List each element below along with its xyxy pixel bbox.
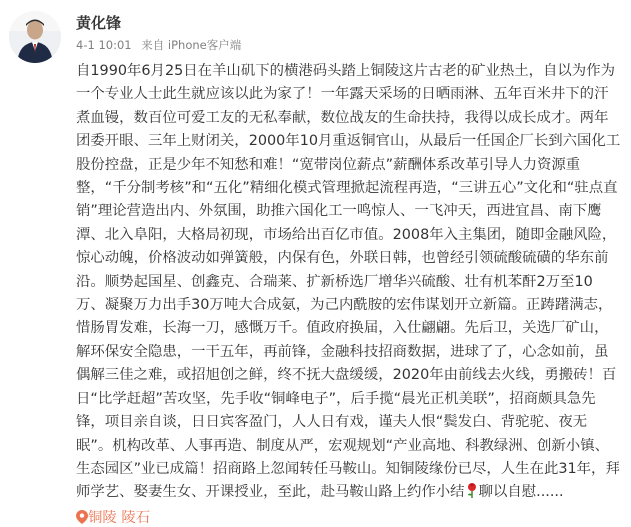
post-body [76, 60, 621, 527]
author-name[interactable]: 黄化锋 [76, 14, 122, 32]
post-meta [76, 37, 247, 53]
location-link[interactable] [76, 510, 150, 526]
post-text: 自1990年6月25日在羊山矶下的横港码头踏上铜陵这片古老的矿业热土，自以为作为一个专业人士此生就应该以此为家了！一年露天采场的日晒雨淋、五年百米井下的汗煮血镘，数百位可爱工友的无私奉献，数位战友的生命扶持，我得以成长成才。两年团委开眼、三年上财闭关，2000年10月重返铜官山，从最后一任国企厂长到六国化工股份控盘，正是少年不知愁和难！“宽带岗位薪点”薪酬体系改革引导人力资源重整，“千分制考核”和“五化”精细化模式管理掀起流程再造，“三讲五心”文化和“驻点直销”理论营造出内、外氛围，助推六国化工一鸣惊人、一飞冲天，西进宜昌、南下鹰潭、北入阜阳，大格局初现，市场给出百亿市值。2008年入主集团，随即金融风险，惊心动魄，价格波动如弹簧般，内保有色，外联日韩，也曾经引领硫酸硫磺的华东前沿。顺势起国星、创鑫克、合瑞莱、扩新桥选厂增华兴硫酸、壮有机苯酐2万至10万、凝聚万力出手30万吨大合成氨，为己内酰胺的宏伟谋划开立新篇。正踌躇满志，惜肠胃发难，长海一刀，感慨万千。值政府换届，入仕翩翩。先后卫，关选厂矿山，解环保安全隐患，一干五年，再前锋，金融科技招商数据，进球了了，心念如前，虽偶解三佳之难，或招旭创之鲜，终不抚大盘缓缓，2020年由前线去火线，勇搬砖！百日“比学赶超”苦攻坚，先手收“铜峰电子”，后手揽“晨光正机美联”，招商颇具急先锋，项目亲自谈，日日宾客盈门，人人日有戏，谨夫人恨“鬓发白、背驼驼、夜无眠”。机构改革、人事再造、制度从严，宏观规划“产业高地、科教绿洲、创新小镇、生态园区”业已成篇！招商路上忽闻转任马鞍山。知铜陵缘份已尽，人生在此31年，拜师学艺、娶妻生女、开课授业，至此，赴马鞍山路上约作小结 [76, 63, 621, 501]
post-source: 来自 iPhone客户端 [141, 38, 242, 52]
rose-icon [465, 482, 479, 506]
location-pin-icon [76, 509, 88, 527]
location-text: 铜陵 陵石 [88, 509, 151, 526]
post-trailing: 聊以自慰...... [478, 484, 564, 501]
avatar[interactable] [9, 11, 61, 63]
post-time[interactable]: 4-1 10:01 [76, 38, 132, 52]
avatar-photo-icon [9, 11, 61, 63]
